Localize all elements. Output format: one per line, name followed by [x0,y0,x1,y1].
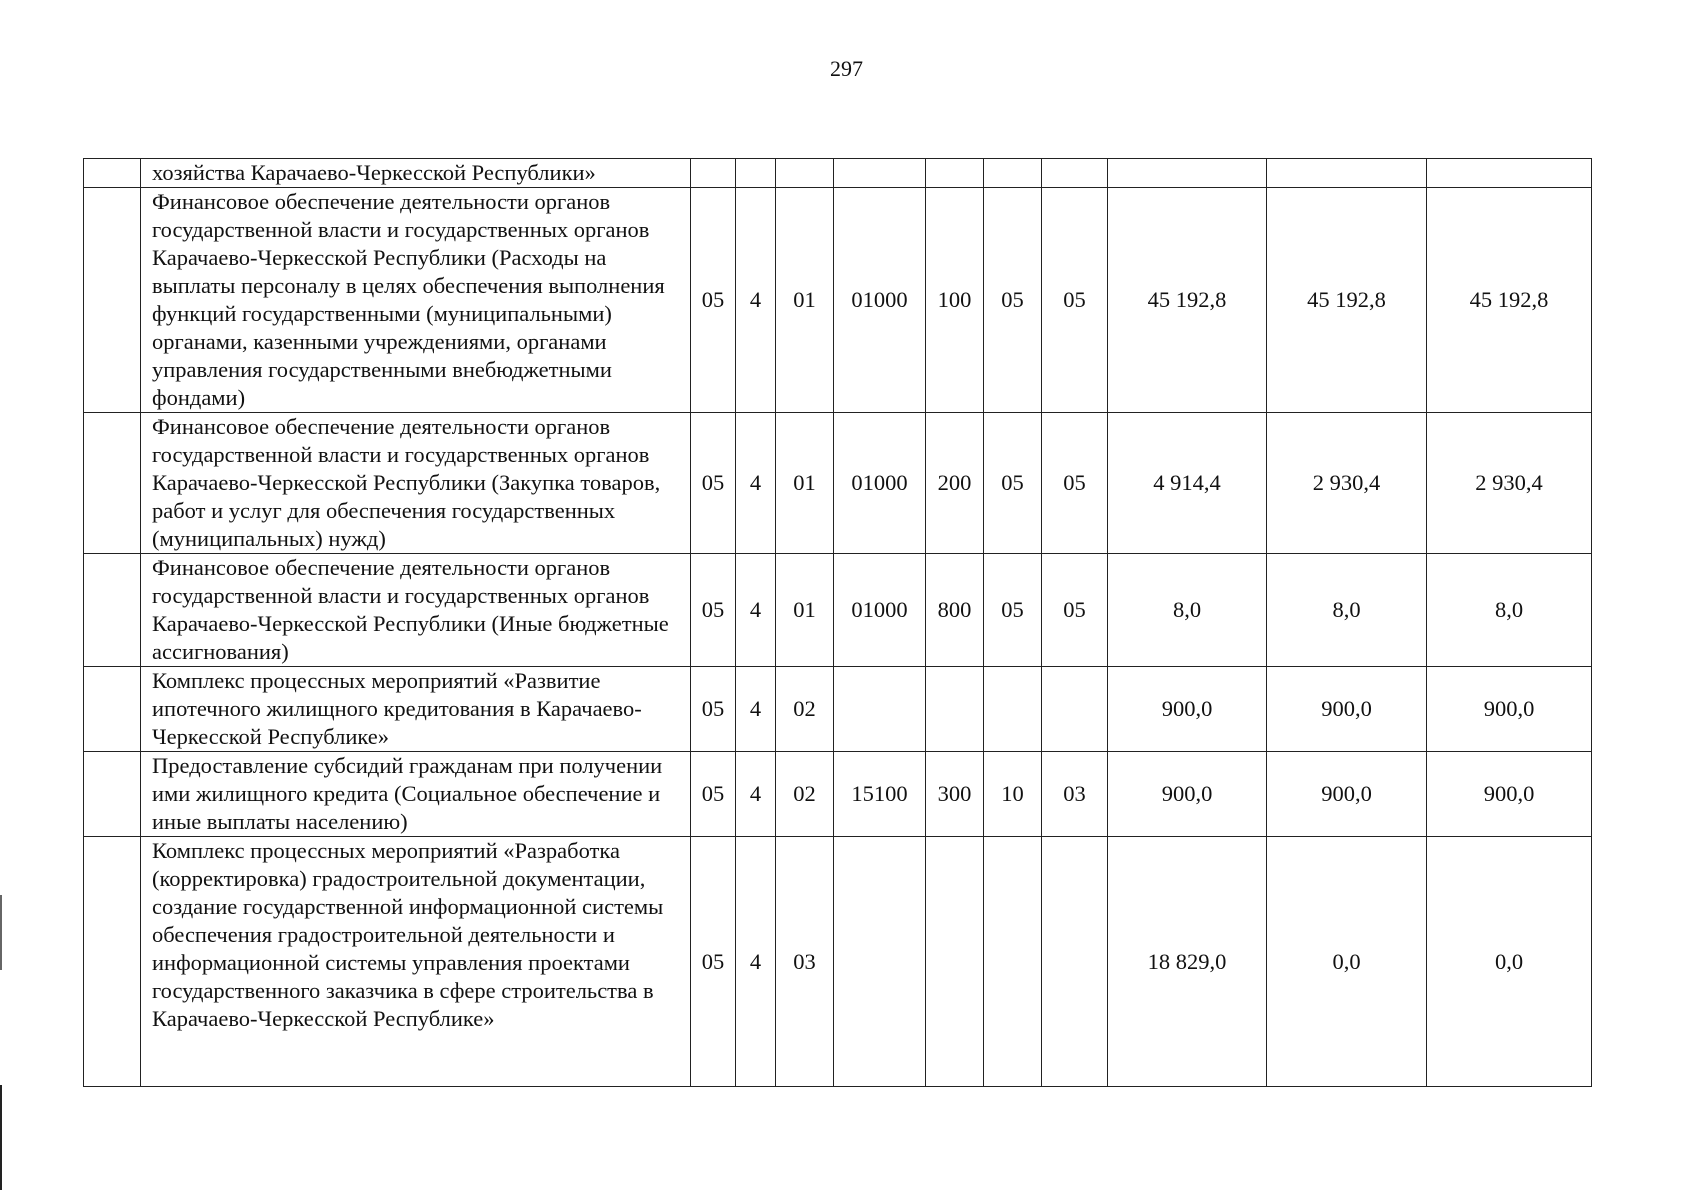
code-cell: 05 [691,837,736,1087]
amount-cell: 2 930,4 [1267,413,1427,554]
row-number-cell [84,188,141,413]
row-number-cell [84,554,141,667]
code-cell: 03 [1042,752,1108,837]
scan-edge-mark [0,1085,2,1190]
code-cell: 05 [1042,188,1108,413]
code-cell: 05 [691,752,736,837]
code-cell [926,837,984,1087]
amount-cell: 45 192,8 [1427,188,1592,413]
code-cell [1042,667,1108,752]
page-number: 297 [830,56,863,81]
code-cell [1042,837,1108,1087]
code-cell [926,667,984,752]
amount-cell: 0,0 [1267,837,1427,1087]
description-cell: Финансовое обеспечение деятельности органов государственной власти и государственных органов Карачаево-Черкесской Республики (Расходы на выплаты персоналу в целях обеспечения выполнения функций государственными (муниципальными) органами, казенными учреждениями, органами управления государственными внебюджетными фондами) [141,188,691,413]
description-cell: Финансовое обеспечение деятельности органов государственной власти и государственных органов Карачаево-Черкесской Республики (Закупка товаров, работ и услуг для обеспечения государственных (муниципальных) нужд) [141,413,691,554]
amount-cell: 45 192,8 [1267,188,1427,413]
amount-cell: 8,0 [1267,554,1427,667]
code-cell: 4 [736,188,776,413]
table-row [84,188,1592,413]
code-cell: 05 [984,554,1042,667]
budget-table [83,158,1592,1087]
code-cell: 01000 [834,554,926,667]
amount-cell: 2 930,4 [1427,413,1592,554]
code-cell: 4 [736,837,776,1087]
code-cell [834,159,926,188]
amount-cell: 900,0 [1108,667,1267,752]
code-cell: 05 [691,188,736,413]
code-cell: 02 [776,667,834,752]
table-row [84,554,1592,667]
code-cell: 4 [736,554,776,667]
amount-cell: 900,0 [1108,752,1267,837]
code-cell: 800 [926,554,984,667]
amount-cell: 900,0 [1427,752,1592,837]
amount-cell: 900,0 [1267,752,1427,837]
code-cell [926,159,984,188]
code-cell: 05 [984,188,1042,413]
code-cell [984,667,1042,752]
table-row [84,667,1592,752]
code-cell [1042,159,1108,188]
code-cell: 10 [984,752,1042,837]
code-cell [776,159,834,188]
amount-cell: 18 829,0 [1108,837,1267,1087]
row-number-cell [84,413,141,554]
table-row [84,837,1592,1087]
row-number-cell [84,752,141,837]
amount-cell: 4 914,4 [1108,413,1267,554]
table-row [84,413,1592,554]
code-cell: 4 [736,413,776,554]
code-cell: 300 [926,752,984,837]
code-cell: 4 [736,752,776,837]
code-cell: 05 [1042,413,1108,554]
table-row [84,752,1592,837]
code-cell [691,159,736,188]
code-cell: 05 [984,413,1042,554]
row-number-cell [84,159,141,188]
table-row [84,159,1592,188]
amount-cell: 900,0 [1267,667,1427,752]
row-number-cell [84,667,141,752]
code-cell: 01 [776,413,834,554]
scan-edge-mark [0,895,2,970]
amount-cell: 900,0 [1427,667,1592,752]
amount-cell: 45 192,8 [1108,188,1267,413]
description-cell: Комплекс процессных мероприятий «Разработка (корректировка) градостроительной документации, создание государственной информационной системы обеспечения градостроительной деятельности и информационной системы управления проектами государственного заказчика в сфере строительства в Карачаево-Черкесской Республике» [141,837,691,1087]
row-number-cell [84,837,141,1087]
amount-cell [1108,159,1267,188]
code-cell: 100 [926,188,984,413]
description-cell: Финансовое обеспечение деятельности органов государственной власти и государственных органов Карачаево-Черкесской Республики (Иные бюджетные ассигнования) [141,554,691,667]
code-cell: 05 [1042,554,1108,667]
description-cell: хозяйства Карачаево-Черкесской Республики» [141,159,691,188]
code-cell: 01 [776,188,834,413]
description-cell: Предоставление субсидий гражданам при получении ими жилищного кредита (Социальное обеспечение и иные выплаты населению) [141,752,691,837]
amount-cell [1267,159,1427,188]
code-cell: 03 [776,837,834,1087]
amount-cell: 0,0 [1427,837,1592,1087]
amount-cell: 8,0 [1427,554,1592,667]
amount-cell: 8,0 [1108,554,1267,667]
code-cell: 200 [926,413,984,554]
amount-cell [1427,159,1592,188]
code-cell: 05 [691,413,736,554]
code-cell: 05 [691,554,736,667]
code-cell [736,159,776,188]
code-cell: 15100 [834,752,926,837]
code-cell [984,159,1042,188]
code-cell: 01000 [834,188,926,413]
code-cell: 01000 [834,413,926,554]
code-cell: 4 [736,667,776,752]
code-cell [834,667,926,752]
code-cell [984,837,1042,1087]
code-cell: 01 [776,554,834,667]
code-cell: 02 [776,752,834,837]
code-cell: 05 [691,667,736,752]
code-cell [834,837,926,1087]
description-cell: Комплекс процессных мероприятий «Развитие ипотечного жилищного кредитования в Карачаево-Черкесской Республике» [141,667,691,752]
